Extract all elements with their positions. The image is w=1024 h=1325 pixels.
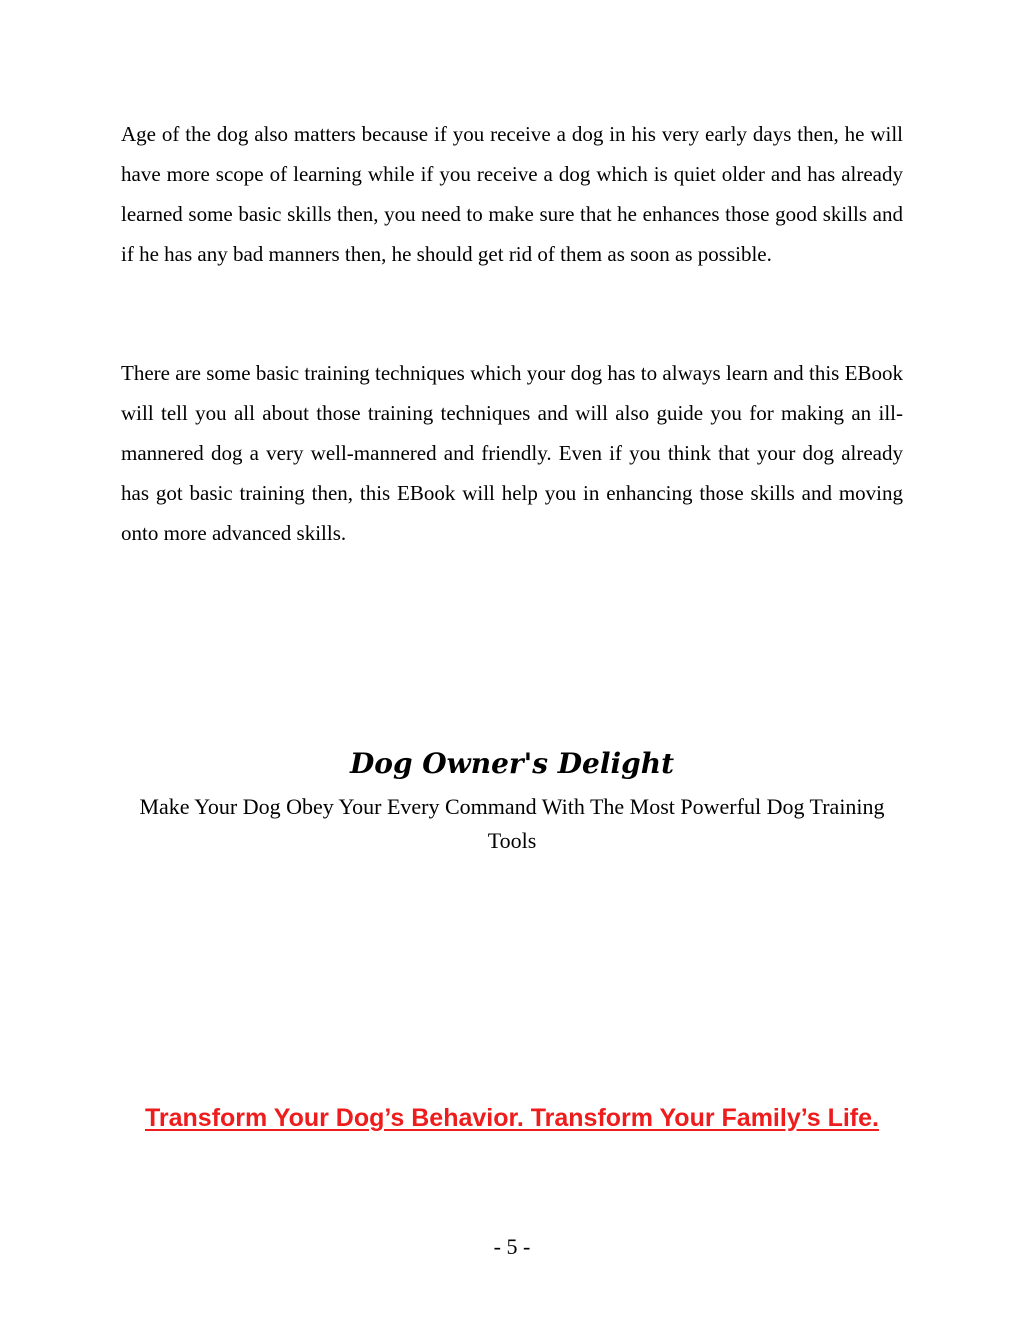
cta-link[interactable]: Transform Your Dog’s Behavior. Transform Your Family’s Life. bbox=[145, 1104, 879, 1132]
body-paragraph: Age of the dog also matters because if you receive a dog in his very early days then, he will have more scope of learning while if you receive a dog which is quiet older and has already learned some basic skills then, you need to make sure that he enhances those good skills and if he has any bad manners then, he should get rid of them as soon as possible. bbox=[121, 122, 903, 266]
body-paragraph: There are some basic training techniques which your dog has to always learn and this EBook will tell you all about those training techniques and will also guide you for making an ill-mannered dog a very well-mannered and friendly. Even if you think that your dog already has got basic training then, this EBook will help you in enhancing those skills and moving onto more advanced skills. bbox=[121, 361, 903, 545]
page-number: - 5 - bbox=[493, 1234, 531, 1259]
promo-subtitle: Make Your Dog Obey Your Every Command With The Most Powerful Dog Training Tools bbox=[139, 794, 885, 853]
promo-title: Dog Owner's Delight bbox=[349, 747, 675, 780]
